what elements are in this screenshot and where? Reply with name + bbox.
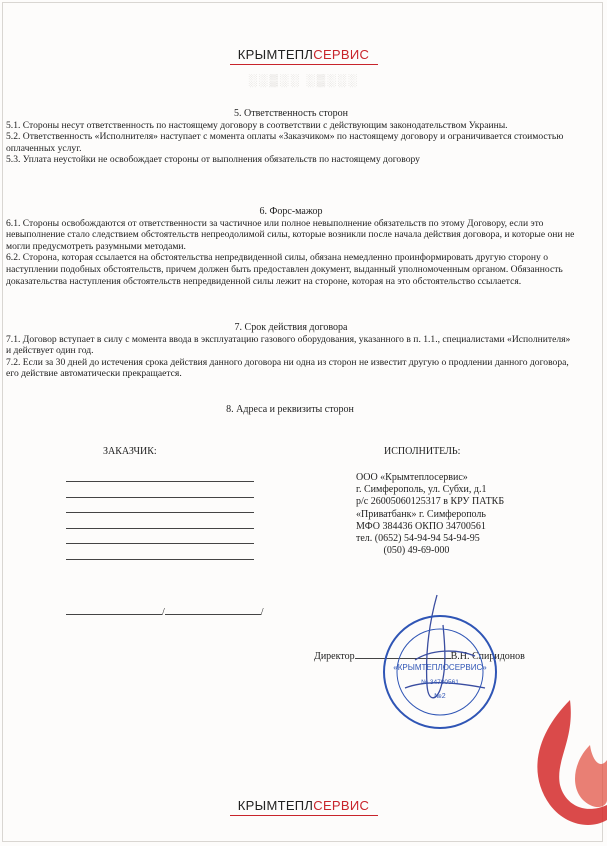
- section-title: 5. Ответственность сторон: [234, 108, 348, 119]
- section-5: [6, 108, 576, 166]
- director-signature: Директор В.Н. Спиридонов: [314, 651, 525, 662]
- customer-signature-line: / /: [66, 607, 264, 618]
- section-title: 6. Форс-мажор: [259, 206, 323, 217]
- company-logo-bottom: КРЫМТЕПЛСЕРВИС: [0, 798, 607, 816]
- executor-label: ИСПОЛНИТЕЛЬ:: [384, 446, 461, 457]
- faint-watermark: ░░▒░░ ░▒░░░: [248, 73, 359, 87]
- paragraph: 5.3. Уплата неустойки не освобождает стороны от выполнения обязательств по настоящему договору: [6, 154, 420, 166]
- customer-blank-lines: [66, 481, 254, 575]
- svg-text:№2: №2: [434, 693, 446, 700]
- svg-text:№ 34700561: № 34700561: [421, 679, 459, 686]
- section-7: [6, 322, 576, 380]
- flame-emblem: [530, 700, 607, 840]
- paragraph: 6.1. Стороны освобождаются от ответственности за частичное или полное невыполнение обязательств по этому Договору, если это невыполнение стало следствием обстоятельств непреодолимой силы, которые возникли после начала действия договора, и которые они не могли предусмотреть разумными методами.: [6, 217, 575, 252]
- paragraph: 7.2. Если за 30 дней до истечения срока действия данного договора ни одна из сторон не известит другую о продлении данного договора, его действие автоматически прекращается.: [6, 356, 569, 380]
- section-8-title: 8. Адреса и реквизиты сторон: [226, 404, 354, 415]
- paragraph: 7.1. Договор вступает в силу с момента ввода в эксплуатацию газового оборудования, указанного в п. 1.1., специалистами «Исполнителя» и действует один год.: [6, 333, 571, 357]
- paragraph: 5.2. Ответственность «Исполнителя» наступает с момента оплаты «Заказчиком» по настоящему договору и ограничивается стоимостью оплаченных услуг.: [6, 131, 564, 154]
- company-stamp: [380, 612, 500, 732]
- paragraph: 6.2. Сторона, которая ссылается на обстоятельства непредвиденной силы, обязана немедленно проинформировать другую сторону о наступлении подобных обстоятельств, причем должен быть предоставлен документ, выданный уполномоченным органом. Обязанность доказательства наступления обстоятельств непредвиденной силы лежит на стороне, которая на это обстоятельство ссылается.: [6, 252, 563, 287]
- svg-text:«КРЫМТЕПЛОСЕРВИС»: «КРЫМТЕПЛОСЕРВИС»: [393, 663, 487, 672]
- paragraph: 5.1. Стороны несут ответственность по настоящему договору в соответствии с действующим законодательством Украины.: [6, 119, 508, 131]
- section-6: [6, 206, 576, 287]
- executor-requisites: ООО «Крымтеплосервис» г. Симферополь, ул. Субхи, д.1 р/с 26005060125317 в КРУ ПАТКБ «Приватбанк» г. Симферополь МФО 384436 ОКПО 34700561 тел. (0652) 54-94-94 54-94-95 (050) 49-69-000: [356, 472, 505, 557]
- company-logo-top: КРЫМТЕПЛСЕРВИС: [0, 47, 607, 65]
- customer-label: ЗАКАЗЧИК:: [103, 446, 157, 457]
- section-title: 7. Срок действия договора: [234, 322, 348, 333]
